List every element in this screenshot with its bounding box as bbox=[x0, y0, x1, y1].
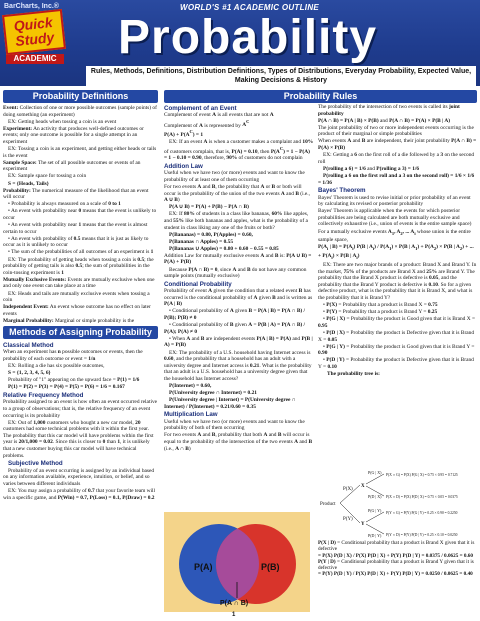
page-title: Probability bbox=[118, 11, 378, 64]
rules-right-text-4: EX: Getting a 6 on the first roll of a die followed by a 3 on the second roll bbox=[318, 152, 475, 165]
rules-right-text-11: $P(A_i$ | $B) = P(A_i)$ P(B | $A_i) / P(A_1) \times P(B$ | $A_1) + P(A_2) \times P(B$ | $A_2$) + ... + $P(A_i) \times P(B$ | $A_i$) bbox=[318, 244, 474, 261]
tree-pdy: P(D | Y) bbox=[368, 533, 382, 538]
rules-right-text-6: P(rolling a 6 on the first roll and a 3 on the second roll) = 1/6 × 1/6 = 1/36 bbox=[318, 172, 475, 186]
rules-mid-text-17: • Conditional probability of A given B = P(A | B) = P(A ∩ B) / P(B); P(B) ≠ 0 bbox=[164, 308, 314, 321]
rules-right-text-3: When events A and B are independent, their joint probability P(A ∩ B) = P(A) × P(B) bbox=[318, 138, 477, 152]
rules-right-text-5: P(rolling a 6) = 1/6 and P(rolling a 3) = 1/6 bbox=[323, 165, 420, 172]
rules-right-text-9: Bayes' Theorem is applicable when the events for which posterior probabilities are being calculated are both mutually exclusive and collectively exhaustive (i.e., union of events is the entire sample space) bbox=[318, 208, 472, 228]
definition-4: Sample Space: The set of all possible outcomes or events of an experiment bbox=[3, 159, 141, 173]
definition-2: Experiment: An activity that produces well-defined outcomes or events; only one outcome is possible for a single attempt in an experiment bbox=[3, 125, 144, 145]
caption-line-4: = P(Y) P(D | Y) / P(X) P(D | X) + P(Y) P(D | Y) = 0.0250 / 0.0625 = 0.40 bbox=[318, 571, 473, 578]
methods-column bbox=[3, 341, 158, 613]
rules-right-text-12: EX: There are two major brands of a product: Brand X and Brand Y. In the market, 75% of the products are Brand X and 25% are Brand Y. The probability that the Brand X product is defective is 0.05, and the probability that the Brand Y product is defective is 0.10. So for a given defective product, what is the probability that it is Brand X, and what is the probability that it is Brand Y? bbox=[318, 262, 477, 302]
definition-1: EX: Getting heads when tossing a coin is an event bbox=[8, 118, 117, 125]
definition-13: EX: The probability of getting heads when tossing a coin is 0.5; the probability of getting tails is also 0.5; the sum of probabilities in the coin-tossing experiment is 1 bbox=[3, 256, 154, 276]
relative-line-0: Probability assigned to an event is how often an event occurred relative to a group of observations; that is, the relative frequency of an event occurring is its probability bbox=[3, 399, 158, 419]
classical-body bbox=[3, 349, 158, 391]
brand-academic: ACADEMIC bbox=[6, 54, 64, 64]
rules-mid-text-3: $P(A) + P(A^C) = 1$ bbox=[164, 129, 204, 139]
definition-6: S = {Heads, Tails} bbox=[8, 180, 49, 187]
classical-line-0: When an experiment has n possible outcomes or events, then the probability of each outcome or event = 1/n bbox=[3, 349, 143, 362]
tree-node-y: Y bbox=[361, 522, 365, 527]
section-head-methods: Methods of Assigning Probability bbox=[3, 326, 158, 339]
page-header bbox=[0, 0, 480, 86]
rules-right-text-8: Bayes' Theorem is used to revise initial or prior probability of an event by calculating its revised or posterior probability bbox=[318, 194, 471, 208]
subjective-line-0: Probability of an event occurring is assigned by an individual based on any information available, experience, intuition, or belief, and so varies between different individuals bbox=[3, 467, 155, 487]
rules-mid-heading-24: Multiplication Law bbox=[164, 411, 218, 419]
rules-mid-text-11: P(Bananas ∩ Apples) = 0.55 bbox=[169, 238, 234, 245]
rules-mid-text-16: Probability of event A given the condition that a related event B has occurred is the conditional probability of A given B and is written as P(A | B) bbox=[164, 288, 313, 308]
subjective-title: Subjective Method bbox=[8, 460, 63, 468]
tree-product: Product bbox=[320, 502, 336, 507]
section-head-rules: Probability Rules bbox=[164, 90, 477, 103]
rules-mid-text-12: P(Bananas ∪ Apples) = 0.80 + 0.60 − 0.55 = 0.85 bbox=[169, 245, 279, 252]
classical-line-2: S = {1, 2, 3, 4, 5, 6} bbox=[8, 370, 51, 377]
venn-label-ab: P(A ∩ B) bbox=[220, 600, 249, 607]
rules-right-text-0: The probability of the intersection of two events is called its joint probability bbox=[318, 104, 460, 117]
rules-right-text-13: • P(X) = Probability that a product is Brand X = 0.75 bbox=[318, 302, 477, 309]
venn-label-b: P(B) bbox=[261, 562, 280, 572]
classical-title: Classical Method bbox=[3, 342, 54, 349]
definition-17: Marginal Probability: Marginal or simple probability is the bbox=[3, 317, 135, 323]
brand-study: Study bbox=[14, 28, 55, 49]
rules-column-right bbox=[318, 104, 477, 468]
rules-mid-text-14: Because P(A ∩ B) = 0, since A and B do not have any common sample points (mutually exclusive) bbox=[164, 266, 307, 280]
subjective-line-1: EX: You may assign a probability of 0.7 that your favorite team will win a specific game, and P(Win) = 0.7, P(Loss) = 0.1, P(Draw) = 0.2 bbox=[3, 487, 156, 501]
rules-mid-text-13: Addition Law for mutually exclusive events A and B is: P(A ∪ B) = P(A) + P(B) bbox=[164, 252, 312, 266]
tagline: WORLD'S #1 ACADEMIC OUTLINE bbox=[180, 3, 320, 12]
tree-node-x: X bbox=[361, 484, 365, 489]
tree-pgx: P(G | X) bbox=[368, 470, 382, 475]
tree-pdx: P(D | X) bbox=[368, 494, 382, 499]
rules-right-heading-7: Bayes' Theorem bbox=[318, 187, 366, 195]
definition-3: EX: Tossing a coin is an experiment, and getting either heads or tails is the event bbox=[3, 146, 157, 159]
rules-column-middle bbox=[164, 104, 314, 510]
rules-mid-text-7: For two events A and B, the probability that A or B or both will occur is the probability of the union of the two events A and B (i.e., A ∪ B) bbox=[164, 183, 310, 204]
rules-mid-text-8: P(A ∪ B) = P(A) + P(B) − P(A ∩ B) bbox=[169, 204, 249, 211]
definition-7: Probability: The numerical measure of the likelihood that an event will occur bbox=[3, 187, 149, 201]
definition-10: • An event with probability near 1 means that the event is almost certain to occur bbox=[3, 222, 158, 235]
rules-mid-text-4: EX: If an event A is when a customer makes a complaint and 10% of customers complain, that is, P(A) = 0.10, then $P(A^C) = 1 - P(A) = 1 - 0.10 = 0.90$, therefore, 90% of customers do not complain bbox=[164, 139, 314, 162]
definition-11: • An event with probability of 0.5 means that it is just as likely to occur as it is unlikely to occur bbox=[3, 236, 158, 249]
page-number: 1 bbox=[232, 612, 236, 618]
relative-title: Relative Frequency Method bbox=[3, 391, 84, 399]
rules-mid-text-20: EX: The probability of a U.S. household having Internet access is 0.60, and the probability that a household has an adult with a university degree and Internet access is 0.21. What is the probability that an adult is a U.S. household has a university degree given that the household has Internet access? bbox=[164, 349, 312, 382]
tree-caption bbox=[318, 540, 478, 608]
tree-result-4: P(Y ∩ D) = P(Y) P(D | Y) = 0.25 × 0.10 = 0.0250 bbox=[386, 533, 458, 537]
definition-15: EX: Heads and tails are mutually exclusive events when tossing a coin bbox=[3, 290, 150, 304]
rules-right-text-14: • P(Y) = Probability that a product is Brand Y = 0.25 bbox=[318, 309, 477, 316]
rules-mid-heading-15: Conditional Probability bbox=[164, 280, 232, 288]
tree-pgy: P(G | Y) bbox=[368, 508, 382, 513]
rules-mid-text-1: Complement of event A is all events that are not A bbox=[164, 112, 274, 119]
tree-result-1: P(X ∩ G) = P(X) P(G | X) = 0.75 × 0.95 = 0.7125 bbox=[386, 473, 458, 477]
rules-right-text-2: The joint probability of two or more independent events occurring is the product of their marginal or simple probabilities bbox=[318, 124, 474, 138]
classical-line-4: P(1) = P(2) = P(3) = P(4) = P(5) = P(6) = 1/6 = 0.167 bbox=[8, 384, 125, 391]
relative-line-1: EX: Out of 1,000 customers who bought a new car model, 20 customers had some technical problems with it within the first year. The probability that this car model will have problems within the first year is 20/1,000 = 0.02. Since this is closer to 0 than 1, it is unlikely that a new customer buying this car model will have technical problems. bbox=[3, 419, 154, 459]
definitions-column bbox=[3, 105, 158, 323]
rules-mid-text-9: EX: If 80% of students in a class like bananas, 60% like apples, and 55% like both bananas and apples, what is the probability of a student in class liking any one of the fruits or both? bbox=[164, 211, 309, 231]
rules-mid-text-23: P(University degree | Internet) = P(University degree ∩ Internet) / P(Internet) = 0.21/0.60 = 0.35 bbox=[164, 397, 296, 410]
quickstudy-badge bbox=[2, 9, 66, 55]
rules-right-text-1: P(A ∩ B) = P(A | B) × P(B) and P(A ∩ B) = P(A) × P(B | A) bbox=[318, 117, 451, 124]
rules-mid-heading-0: Complement of an Event bbox=[164, 105, 237, 112]
definition-14: Mutually Exclusive Events: Events are mutually exclusive when one and only one event can take place at a time bbox=[3, 276, 155, 290]
subjective-body bbox=[3, 468, 158, 501]
classical-line-1: EX: Rolling a die has six possible outcomes, bbox=[8, 363, 105, 370]
section-head-definitions: Probability Definitions bbox=[3, 90, 158, 103]
caption-line-2: = P(X) P(D | X) / P(X) P(D | X) + P(Y) P(D | Y) = 0.0375 / 0.0625 = 0.60 bbox=[318, 552, 473, 559]
rules-mid-text-10: P(Bananas) = 0.80, P(Apples) = 0.60, bbox=[169, 231, 253, 238]
venn-label-a: P(A) bbox=[194, 562, 213, 572]
rules-mid-heading-5: Addition Law bbox=[164, 162, 203, 170]
definition-16: Independent Event: An event whose outcome has no effect on later events bbox=[3, 304, 151, 317]
rules-right-text-19: The probability tree is: bbox=[327, 371, 380, 378]
definition-0: Event: Collection of one or more possible outcomes (sample points) of doing something (an experiment) bbox=[3, 105, 157, 118]
brand-logo bbox=[4, 3, 74, 64]
caption-line-3: P(Y | D) = Conditional probability that a product is Brand Y given that it is defective bbox=[318, 558, 474, 572]
caption-line-1: P(X | D) = Conditional probability that a product is Brand X given that it is defective bbox=[318, 540, 475, 553]
rules-right-text-15: • P(G | X) = Probability the product is Good given that it is Brand X = 0.95 bbox=[318, 316, 477, 329]
rules-mid-text-6: Useful when we have two (or more) events and want to know the probability of at least one of them occurring bbox=[164, 170, 305, 183]
rules-right-text-17: • P(G | Y) = Probability the product is Good given that it is Brand Y = 0.90 bbox=[318, 344, 477, 357]
tree-result-3: P(Y ∩ G) = P(Y) P(G | Y) = 0.25 × 0.90 = 0.2250 bbox=[386, 511, 458, 515]
venn-diagram bbox=[164, 512, 310, 612]
probability-tree bbox=[318, 468, 478, 538]
tree-px: P(X) bbox=[343, 487, 353, 492]
brand-quick: Quick bbox=[12, 14, 54, 35]
rules-mid-text-25: Useful when we have two (or more) events and want to know the probability of both of them occurring bbox=[164, 418, 305, 432]
rules-mid-text-22: P(University degree ∩ Internet) = 0.21 bbox=[169, 390, 257, 397]
definition-5: EX: Sample space for tossing a coin bbox=[8, 173, 87, 180]
rules-mid-text-18: • Conditional probability of B given A = P(B | A) = P(A ∩ B) / P(A); P(A) ≠ 0 bbox=[164, 322, 314, 335]
classical-line-3: Probability of "1" appearing on the upward face = P(1) = 1/6 bbox=[8, 377, 140, 384]
definition-8: • Probability is always measured on a scale of 0 to 1 bbox=[3, 201, 158, 208]
rules-right-text-10: For a mutually exclusive events $A_1$, $A_2$, ... $A_i$ whose union is the entire sample space, bbox=[318, 228, 471, 244]
rules-right-text-16: • P(D | X) = Probability the product is Defective given that it is Brand X = 0.05 bbox=[318, 330, 477, 343]
rules-mid-text-2: Complement of A is represented by $A^C$ bbox=[164, 119, 250, 129]
definition-9: • An event with probability near 0 means that the event is unlikely to occur bbox=[3, 208, 158, 221]
rules-mid-text-21: P(Internet) = 0.60, bbox=[169, 382, 212, 389]
brand-publisher: BarCharts, Inc.® bbox=[4, 3, 59, 10]
rules-right-text-18: • P(D | Y) = Probability the product is Defective given that it is Brand Y = 0.10 bbox=[318, 357, 477, 370]
page-subtitle: Rules, Methods, Definitions, Distribution Definitions, Types of Distributions, Everyday Probability, Expected Value, Making Decisions & History bbox=[86, 66, 476, 86]
tree-py: P(Y) bbox=[343, 517, 353, 522]
definition-12: • The sum of the probabilities of all outcomes of an experiment is 1 bbox=[3, 249, 158, 256]
relative-body bbox=[3, 399, 158, 459]
tree-result-2: P(X ∩ D) = P(X) P(D | X) = 0.75 × 0.05 = 0.0375 bbox=[386, 495, 458, 499]
rules-mid-text-26: For two events A and B, probability that both A and B will occur is equal to the probability of the intersection of the two events A and B (i.e., A ∩ B) bbox=[164, 432, 313, 452]
rules-mid-text-19: • When A and B are independent events P(A | B) = P(A) and P(B | A) = P(B) bbox=[164, 336, 314, 349]
